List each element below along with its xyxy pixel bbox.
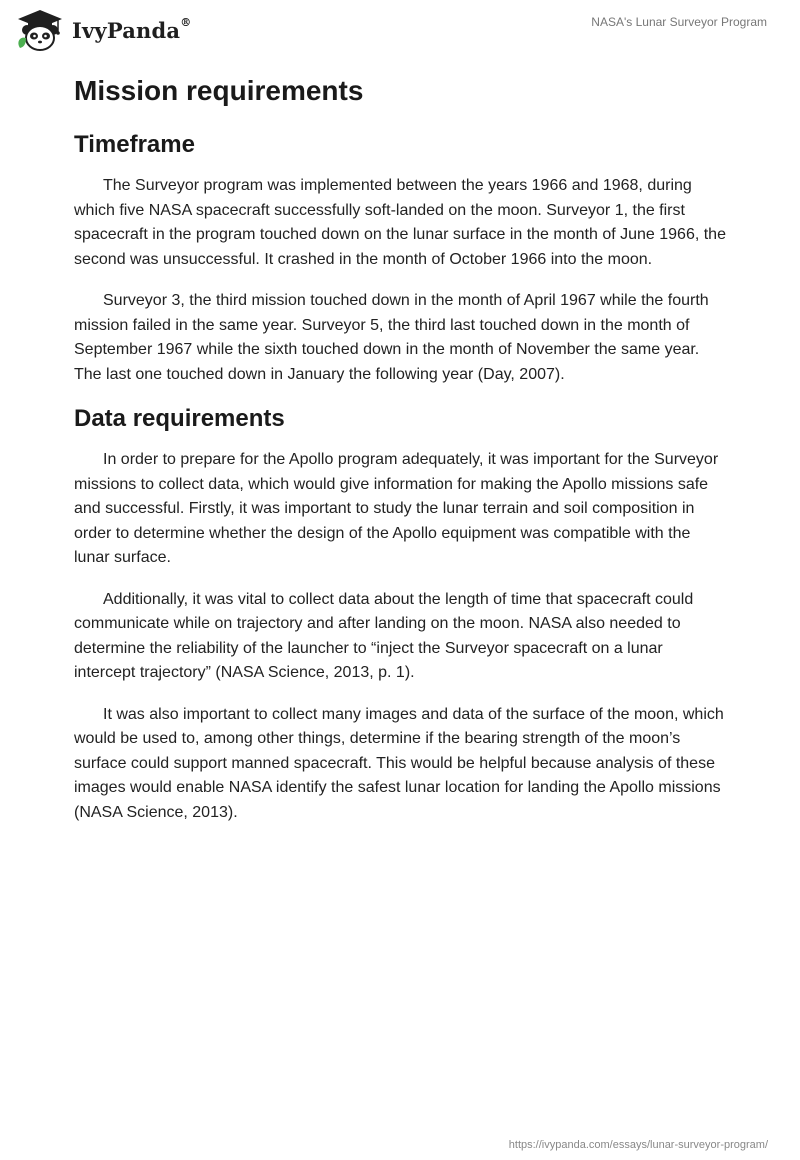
section-data-requirements [74, 404, 726, 825]
logo-text: IvyPanda® [72, 15, 192, 43]
panda-graduate-icon [14, 8, 66, 52]
document-title: NASA's Lunar Surveyor Program [591, 15, 767, 29]
paragraph: Additionally, it was vital to collect data about the length of time that spacecraft could communicate while on trajectory and after landing on the moon. NASA also needed to determine the reliability of the launcher to “inject the Surveyor spacecraft on a lunar intercept trajectory” (NASA Science, 2013, p. 1). [74, 590, 694, 681]
page-header [0, 0, 800, 60]
section-heading: Data requirements [74, 405, 285, 432]
page-title: Mission requirements [74, 75, 364, 106]
paragraph: The Surveyor program was implemented between the years 1966 and 1968, during which five NASA spacecraft successfully soft-landed on the moon. Surveyor 1, the first spacecraft in the program touched down on the lunar surface in the month of June 1966, the second was unsuccessful. It crashed in the month of October 1966 into the moon. [74, 177, 726, 268]
paragraph: It was also important to collect many images and data of the surface of the moon, which would be used to, among other things, determine if the bearing strength of the moon’s surface could support manned spacecraft. This would be helpful because analysis of these images would enable NASA identify the safest lunar location for landing the Apollo missions (NASA Science, 2013). [74, 705, 724, 821]
paragraph: Surveyor 3, the third mission touched down in the month of April 1967 while the fourth mission failed in the same year. Surveyor 5, the third last touched down in the month of September 1967 while the sixth touched down in the month of November the same year. The last one touched down in January the following year (Day, 2007). [74, 292, 709, 383]
article-body [74, 72, 726, 842]
section-heading: Timeframe [74, 131, 195, 158]
section-timeframe [74, 130, 726, 387]
ivypanda-logo[interactable] [14, 8, 191, 52]
source-url[interactable]: https://ivypanda.com/essays/lunar-surveyor-program/ [508, 1139, 768, 1151]
paragraph: In order to prepare for the Apollo program adequately, it was important for the Surveyor missions to collect data, which would give information for making the Apollo missions safe and successful. Firstly, it was important to study the lunar terrain and soil composition in order to determine whether the design of the Apollo equipment was compatible with the lunar surface. [74, 451, 719, 566]
